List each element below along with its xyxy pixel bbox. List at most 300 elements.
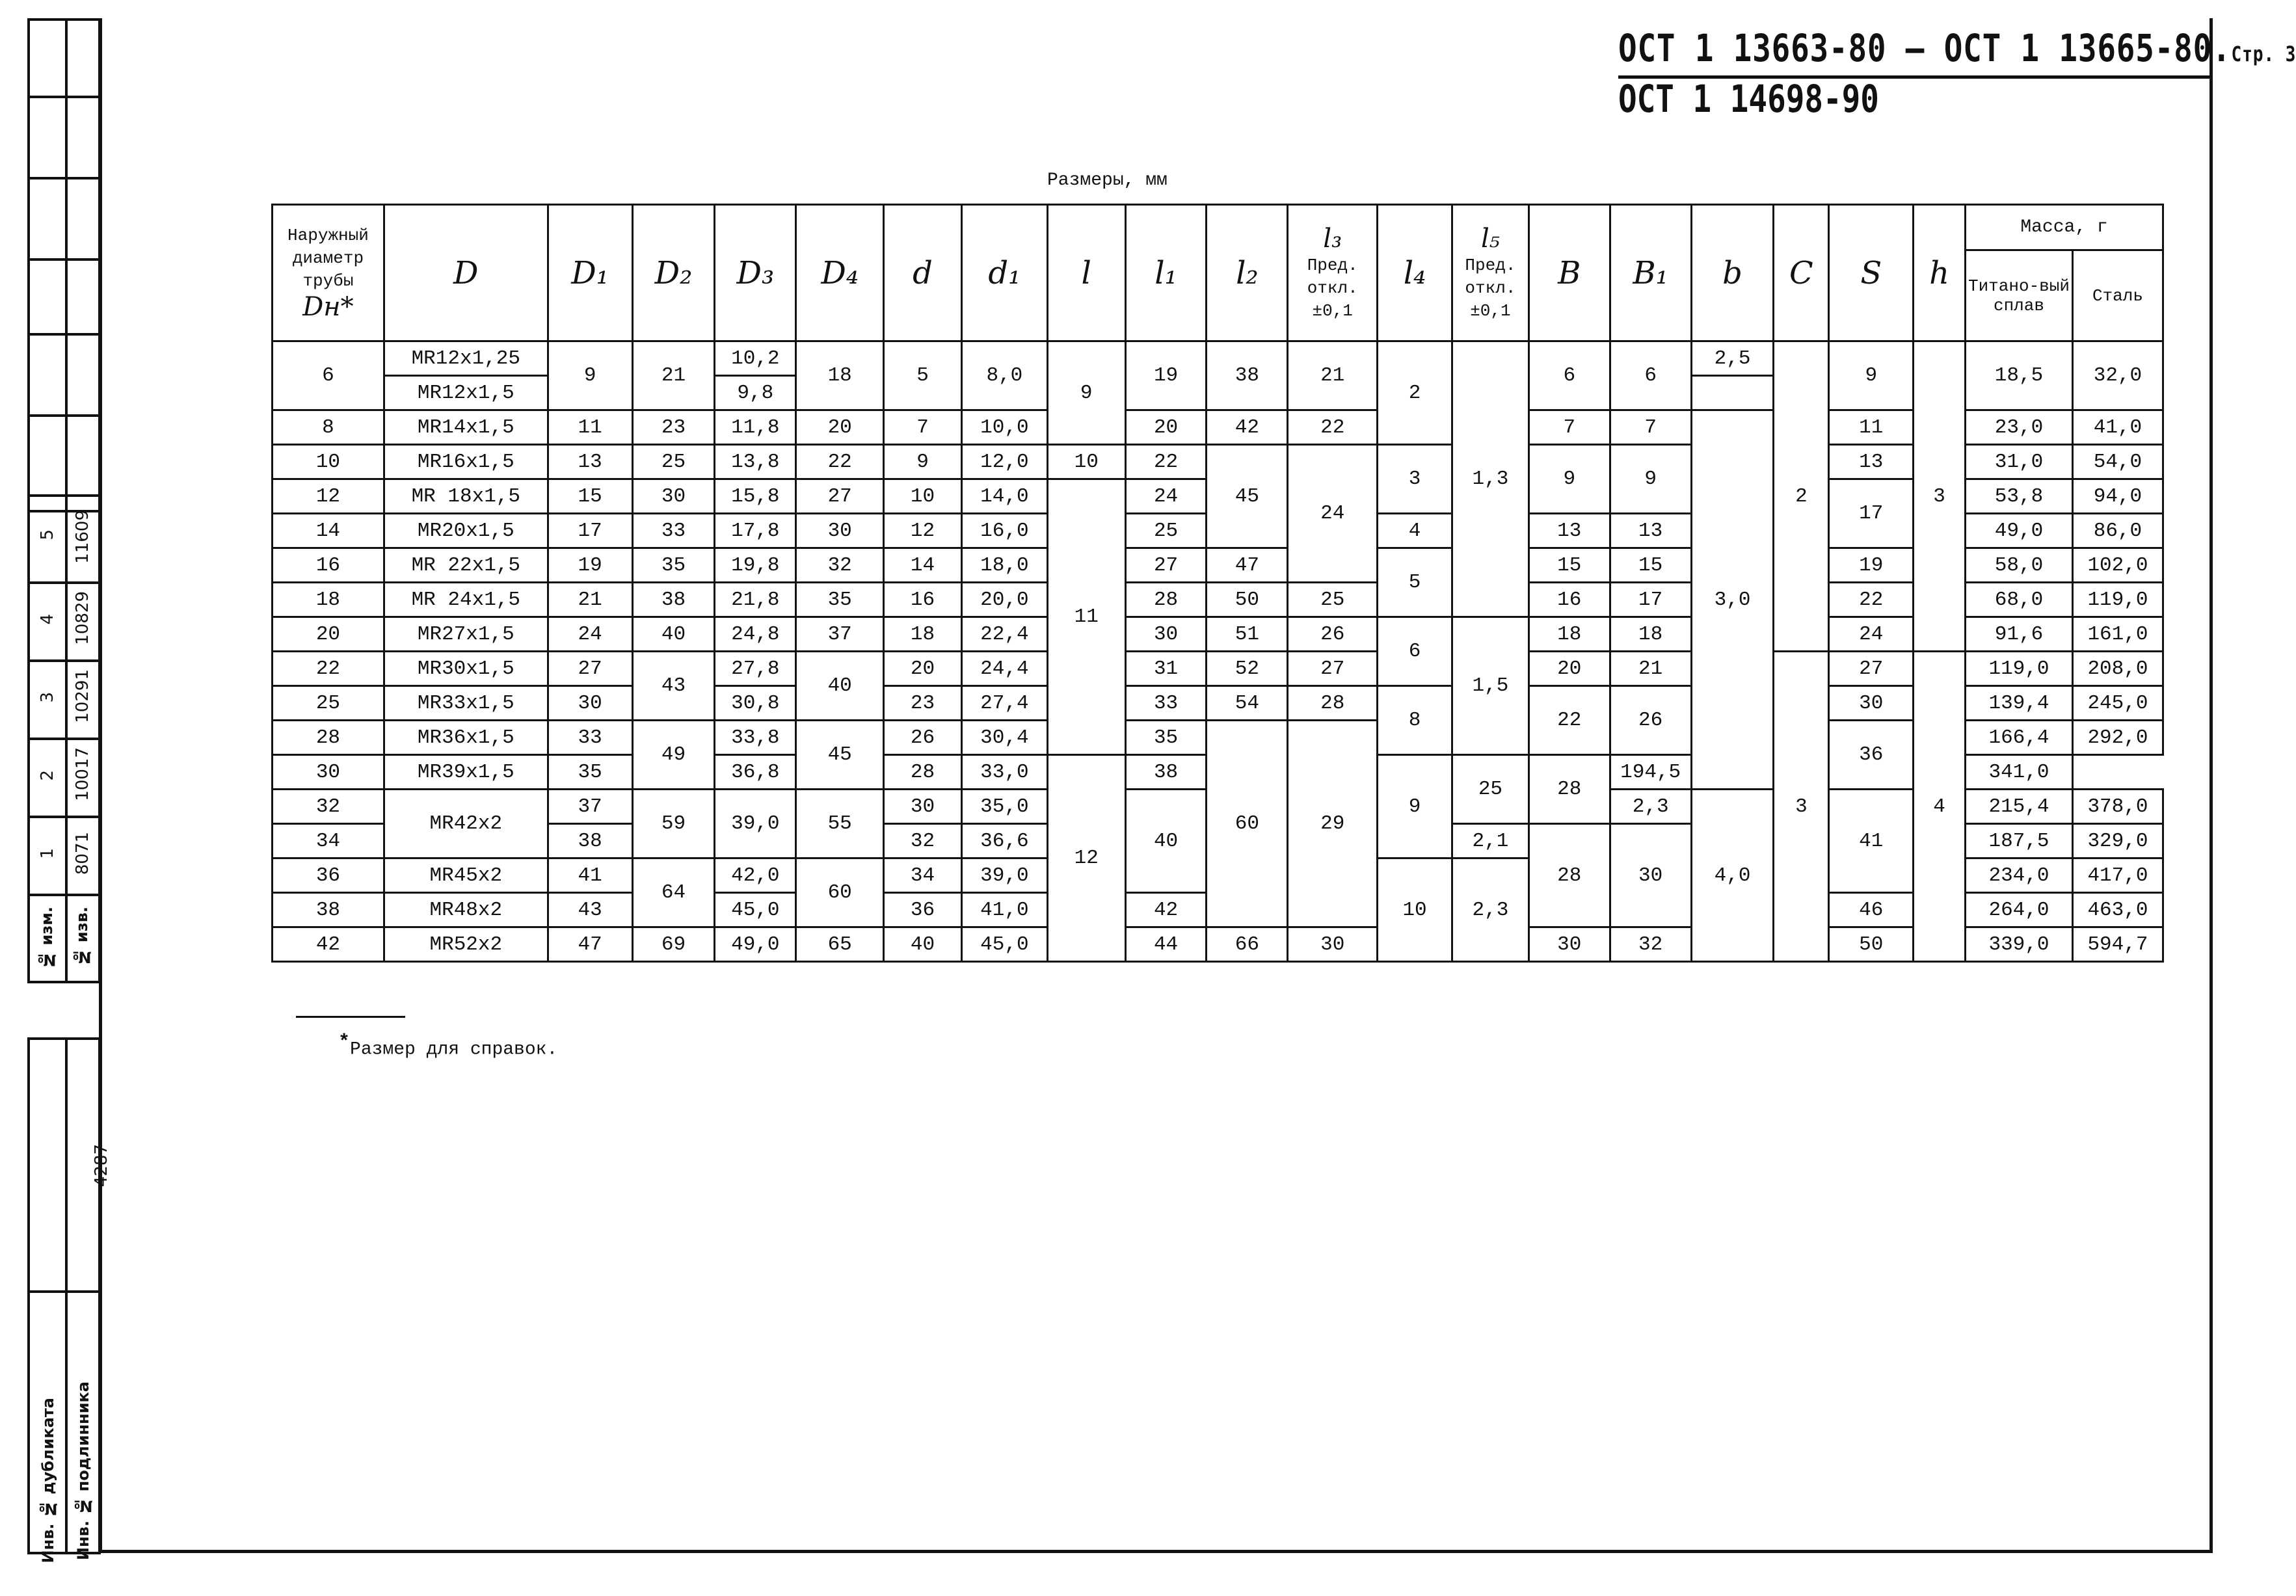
- table-cell: 10: [1378, 858, 1452, 962]
- table-cell: 13,8: [715, 445, 796, 479]
- table-cell: 42: [1207, 410, 1288, 445]
- table-cell: 53,8: [1966, 479, 2073, 514]
- table-cell: 11,8: [715, 410, 796, 445]
- table-cell: 24: [1125, 479, 1207, 514]
- table-cell: 42,0: [715, 858, 796, 893]
- table-cell: 7: [1528, 410, 1610, 445]
- table-cell: 4: [1378, 514, 1452, 548]
- table-cell: MR 18x1,5: [384, 479, 548, 514]
- table-cell: 45,0: [961, 927, 1047, 962]
- table-cell: 30: [1125, 617, 1207, 652]
- table-cell: 11: [1047, 479, 1125, 755]
- table-cell: 187,5: [1966, 824, 2073, 858]
- table-cell: 35: [1125, 721, 1207, 755]
- table-cell: 86,0: [2072, 514, 2163, 548]
- header-B: B: [1528, 205, 1610, 341]
- table-cell: 9: [884, 445, 962, 479]
- table-cell: 5: [884, 341, 962, 410]
- table-cell: 119,0: [1966, 652, 2073, 686]
- table-cell: 20,0: [961, 583, 1047, 617]
- table-cell: 51: [1207, 617, 1288, 652]
- table-cell: 30: [632, 479, 715, 514]
- table-cell: 23,0: [1966, 410, 2073, 445]
- table-cell: 18: [796, 341, 884, 410]
- header-b: b: [1691, 205, 1774, 341]
- table-cell: 245,0: [2072, 686, 2163, 721]
- table-cell: 17: [548, 514, 632, 548]
- table-cell: 25: [1452, 755, 1528, 824]
- table-cell: 139,4: [1966, 686, 2073, 721]
- table-cell: 38: [1125, 755, 1207, 790]
- header-C: C: [1774, 205, 1829, 341]
- units-label: Размеры, мм: [1047, 170, 1168, 191]
- table-cell: 26: [1288, 617, 1378, 652]
- table-row: [273, 721, 2163, 755]
- dimensions-table: [271, 204, 2164, 963]
- change-number-2: 2: [38, 770, 57, 781]
- table-cell: 208,0: [2072, 652, 2163, 686]
- table-cell: 32: [1610, 927, 1691, 962]
- table-cell: 49,0: [715, 927, 796, 962]
- table-cell: 17: [1829, 479, 1914, 548]
- inventory-original-label: Инв. № подлинника: [74, 1381, 92, 1560]
- table-cell: 35: [548, 755, 632, 790]
- table-cell: 50: [1207, 583, 1288, 617]
- table-cell: 292,0: [2072, 721, 2163, 755]
- table-cell: 21,8: [715, 583, 796, 617]
- header-D2: D₂: [632, 205, 715, 341]
- table-cell: 30: [796, 514, 884, 548]
- table-cell: 22: [1288, 410, 1378, 445]
- table-cell: 39,0: [961, 858, 1047, 893]
- header-l: l: [1047, 205, 1125, 341]
- table-cell: 2,5: [1691, 341, 1774, 376]
- footnote-mark: *: [338, 1031, 351, 1054]
- table-cell: 45,0: [715, 893, 796, 927]
- table-cell: 264,0: [1966, 893, 2073, 927]
- table-cell: 40: [796, 652, 884, 721]
- header-d: d: [884, 205, 962, 341]
- table-cell: 18: [884, 617, 962, 652]
- table-cell: 37: [796, 617, 884, 652]
- table-cell: 30: [548, 686, 632, 721]
- table-cell: 417,0: [2072, 858, 2163, 893]
- table-cell: 22: [1125, 445, 1207, 479]
- table-cell: 27,8: [715, 652, 796, 686]
- header-l5: l₅ Пред. откл. ±0,1: [1452, 205, 1528, 341]
- table-cell: 47: [1207, 548, 1288, 583]
- table-cell: 3: [1774, 652, 1829, 962]
- table-cell: 19,8: [715, 548, 796, 583]
- change-number-label: № изм.: [38, 907, 56, 969]
- footnote-text: Размер для справок.: [350, 1039, 558, 1060]
- table-cell: 41: [1829, 790, 1914, 893]
- table-cell: 32,0: [2072, 341, 2163, 410]
- table-cell: 32: [884, 824, 962, 858]
- table-cell: 166,4: [1966, 721, 2073, 755]
- table-cell: 6: [1610, 341, 1691, 410]
- table-cell: 27,4: [961, 686, 1047, 721]
- table-cell: 17,8: [715, 514, 796, 548]
- table-cell: 69: [632, 927, 715, 962]
- table-cell: 30: [884, 790, 962, 824]
- table-cell: 30,4: [961, 721, 1047, 755]
- table-cell: 38: [632, 583, 715, 617]
- table-cell: 35: [796, 583, 884, 617]
- table-cell: 18,5: [1966, 341, 2073, 410]
- table-cell: 64: [632, 858, 715, 927]
- table-cell: 41,0: [2072, 410, 2163, 445]
- table-cell: 8: [1378, 686, 1452, 755]
- table-cell: 161,0: [2072, 617, 2163, 652]
- header-D4: D₄: [796, 205, 884, 341]
- table-cell: 9: [548, 341, 632, 410]
- table-cell: 9: [1528, 445, 1610, 514]
- header-l3: l₃ Пред. откл. ±0,1: [1288, 205, 1378, 341]
- table-cell: 22: [1829, 583, 1914, 617]
- table-cell: [1691, 376, 1774, 410]
- table-cell: 2,3: [1452, 858, 1528, 962]
- table-cell: 3: [1914, 341, 1966, 652]
- table-cell: 39,0: [715, 790, 796, 858]
- table-cell: 34: [273, 824, 384, 858]
- table-cell: 28: [1528, 824, 1610, 927]
- table-cell: 3,0: [1691, 410, 1774, 790]
- table-cell: 13: [548, 445, 632, 479]
- table-cell: 41: [548, 858, 632, 893]
- table-cell: 36,8: [715, 755, 796, 790]
- table-cell: 38: [273, 893, 384, 927]
- notice-number-label: № изв.: [73, 907, 91, 966]
- table-cell: 46: [1829, 893, 1914, 927]
- table-cell: 32: [796, 548, 884, 583]
- table-cell: 5: [1378, 548, 1452, 617]
- table-cell: 22,4: [961, 617, 1047, 652]
- table-cell: 19: [1829, 548, 1914, 583]
- table-cell: 34: [884, 858, 962, 893]
- table-cell: 49,0: [1966, 514, 2073, 548]
- table-cell: 15: [548, 479, 632, 514]
- table-cell: 38: [548, 824, 632, 858]
- header-mass-titanium: Титано-вый сплав: [1966, 250, 2073, 341]
- table-cell: 40: [884, 927, 962, 962]
- table-cell: 12,0: [961, 445, 1047, 479]
- table-cell: 8,0: [961, 341, 1047, 410]
- table-cell: 16: [884, 583, 962, 617]
- table-cell: 94,0: [2072, 479, 2163, 514]
- table-cell: 12: [1047, 755, 1125, 962]
- table-cell: 25: [1125, 514, 1207, 548]
- table-cell: 31: [1125, 652, 1207, 686]
- table-cell: 49: [632, 721, 715, 790]
- table-cell: 42: [1125, 893, 1207, 927]
- table-cell: 20: [1125, 410, 1207, 445]
- header-mass: Масса, г: [1966, 205, 2163, 250]
- header-d1: d₁: [961, 205, 1047, 341]
- table-cell: 28: [1125, 583, 1207, 617]
- table-cell: 68,0: [1966, 583, 2073, 617]
- table-cell: 21: [632, 341, 715, 410]
- table-cell: 14: [884, 548, 962, 583]
- table-cell: 18: [273, 583, 384, 617]
- table-cell: 6: [273, 341, 384, 410]
- table-cell: 20: [273, 617, 384, 652]
- table-cell: 2: [1378, 341, 1452, 445]
- table-cell: 9: [1829, 341, 1914, 410]
- table-cell: 60: [796, 858, 884, 927]
- table-cell: 30: [1528, 927, 1610, 962]
- table-cell: 33: [632, 514, 715, 548]
- table-cell: 58,0: [1966, 548, 2073, 583]
- table-cell: 19: [548, 548, 632, 583]
- table-cell: 2,1: [1452, 824, 1528, 858]
- footnote: [338, 1031, 557, 1059]
- table-cell: 35: [632, 548, 715, 583]
- table-cell: 36: [1829, 721, 1914, 790]
- table-cell: 30: [1288, 927, 1378, 962]
- table-cell: 33,8: [715, 721, 796, 755]
- table-cell: 24: [548, 617, 632, 652]
- notice-number-1: 8071: [73, 832, 92, 875]
- table-cell: 28: [1288, 686, 1378, 721]
- table-cell: 10: [273, 445, 384, 479]
- table-cell: 9,8: [715, 376, 796, 410]
- table-cell: 215,4: [1966, 790, 2073, 824]
- table-cell: 36,6: [961, 824, 1047, 858]
- table-cell: 13: [1829, 445, 1914, 479]
- table-cell: 10,2: [715, 341, 796, 376]
- table-cell: 30: [273, 755, 384, 790]
- table-row: [273, 548, 2163, 583]
- table-cell: 16: [1528, 583, 1610, 617]
- table-cell: 22: [273, 652, 384, 686]
- table-cell: 15: [1528, 548, 1610, 583]
- table-cell: 45: [796, 721, 884, 790]
- table-cell: MR42x2: [384, 790, 548, 858]
- table-cell: 16: [273, 548, 384, 583]
- table-cell: 9: [1047, 341, 1125, 445]
- table-cell: 91,6: [1966, 617, 2073, 652]
- table-cell: 23: [632, 410, 715, 445]
- table-cell: MR33x1,5: [384, 686, 548, 721]
- table-cell: 21: [1288, 341, 1378, 410]
- table-cell: 31,0: [1966, 445, 2073, 479]
- table-cell: 11: [1829, 410, 1914, 445]
- table-cell: 16,0: [961, 514, 1047, 548]
- table-cell: 50: [1829, 927, 1914, 962]
- table-row: [273, 410, 2163, 445]
- revision-block: [27, 494, 101, 983]
- table-cell: 37: [548, 790, 632, 824]
- table-cell: 18: [1610, 617, 1691, 652]
- table-cell: 21: [1610, 652, 1691, 686]
- table-cell: 329,0: [2072, 824, 2163, 858]
- standard-title-line2: ОСТ 1 14698-90: [1618, 77, 1879, 121]
- table-cell: 25: [273, 686, 384, 721]
- table-cell: 19: [1125, 341, 1207, 410]
- table-cell: 17: [1610, 583, 1691, 617]
- table-cell: 341,0: [1966, 755, 2073, 790]
- table-cell: MR45x2: [384, 858, 548, 893]
- change-number-3: 3: [38, 692, 57, 703]
- table-cell: 15: [1610, 548, 1691, 583]
- table-cell: 22: [1528, 686, 1610, 755]
- table-cell: 463,0: [2072, 893, 2163, 927]
- table-cell: 9: [1378, 755, 1452, 858]
- table-cell: 59: [632, 790, 715, 858]
- table-cell: 30: [1829, 686, 1914, 721]
- table-cell: MR14x1,5: [384, 410, 548, 445]
- table-cell: MR39x1,5: [384, 755, 548, 790]
- footnote-rule: [296, 1016, 405, 1018]
- table-cell: 22: [796, 445, 884, 479]
- table-cell: 13: [1610, 514, 1691, 548]
- table-cell: MR 24x1,5: [384, 583, 548, 617]
- table-cell: 40: [632, 617, 715, 652]
- inventory-original-value: 4287: [92, 1144, 111, 1188]
- table-cell: MR12x1,5: [384, 376, 548, 410]
- table-cell: 594,7: [2072, 927, 2163, 962]
- table-cell: 65: [796, 927, 884, 962]
- table-cell: MR 22x1,5: [384, 548, 548, 583]
- table-cell: 54,0: [2072, 445, 2163, 479]
- table-cell: 119,0: [2072, 583, 2163, 617]
- table-cell: 33: [1125, 686, 1207, 721]
- header-B1: B₁: [1610, 205, 1691, 341]
- table-cell: 47: [548, 927, 632, 962]
- header-l4: l₄: [1378, 205, 1452, 341]
- table-cell: 27: [796, 479, 884, 514]
- table-row: [273, 927, 2163, 962]
- table-cell: 66: [1207, 927, 1288, 962]
- header-h: h: [1914, 205, 1966, 341]
- change-number-1: 1: [38, 848, 57, 859]
- table-cell: 10: [1047, 445, 1125, 479]
- table-cell: 26: [1610, 686, 1691, 755]
- table-cell: 10,0: [961, 410, 1047, 445]
- table-cell: 25: [1288, 583, 1378, 617]
- header-mass-steel: Сталь: [2072, 250, 2163, 341]
- table-cell: 1,3: [1452, 341, 1528, 617]
- table-cell: 13: [1528, 514, 1610, 548]
- table-cell: 24,8: [715, 617, 796, 652]
- table-cell: 25: [632, 445, 715, 479]
- table-cell: 33,0: [961, 755, 1047, 790]
- table-cell: 18,0: [961, 548, 1047, 583]
- table-cell: MR27x1,5: [384, 617, 548, 652]
- table-cell: 14: [273, 514, 384, 548]
- table-cell: 27: [1125, 548, 1207, 583]
- table-cell: 43: [548, 893, 632, 927]
- inventory-duplicate-label: Инв. № дубликата: [39, 1398, 57, 1563]
- table-cell: MR48x2: [384, 893, 548, 927]
- table-cell: 18: [1528, 617, 1610, 652]
- table-cell: 339,0: [1966, 927, 2073, 962]
- table-cell: 26: [884, 721, 962, 755]
- table-row: [273, 617, 2163, 652]
- table-cell: 20: [796, 410, 884, 445]
- table-cell: 24,4: [961, 652, 1047, 686]
- table-cell: MR12x1,25: [384, 341, 548, 376]
- table-cell: 36: [884, 893, 962, 927]
- table-cell: 1,5: [1452, 617, 1528, 755]
- table-cell: 194,5: [1610, 755, 1691, 790]
- table-cell: 11: [548, 410, 632, 445]
- table-row: [273, 445, 2163, 479]
- table-cell: 38: [1207, 341, 1288, 410]
- table-cell: MR16x1,5: [384, 445, 548, 479]
- table-cell: 23: [884, 686, 962, 721]
- table-cell: 3: [1378, 445, 1452, 514]
- table-cell: 28: [884, 755, 962, 790]
- header-D1: D₁: [548, 205, 632, 341]
- change-number-5: 5: [38, 529, 57, 540]
- notice-number-3: 10291: [73, 669, 92, 723]
- table-cell: 36: [273, 858, 384, 893]
- table-cell: 44: [1125, 927, 1207, 962]
- table-cell: 45: [1207, 445, 1288, 548]
- table-cell: 20: [1528, 652, 1610, 686]
- table-cell: 60: [1207, 721, 1288, 927]
- table-cell: 30: [1610, 824, 1691, 927]
- table-cell: 15,8: [715, 479, 796, 514]
- table-row: [273, 686, 2163, 721]
- table-cell: 21: [548, 583, 632, 617]
- page-label: Стр. 3: [2231, 42, 2296, 66]
- notice-number-5: 11609: [73, 510, 92, 564]
- standard-numbers: ОСТ 1 13663-80 – ОСТ 1 13665-80.: [1618, 26, 2232, 70]
- table-cell: 20: [884, 652, 962, 686]
- table-cell: 42: [273, 927, 384, 962]
- table-cell: 14,0: [961, 479, 1047, 514]
- table-cell: 55: [796, 790, 884, 858]
- table-cell: 4: [1914, 652, 1966, 962]
- table-cell: 4,0: [1691, 790, 1774, 962]
- table-cell: 9: [1610, 445, 1691, 514]
- table-cell: 2: [1774, 341, 1829, 652]
- table-cell: 52: [1207, 652, 1288, 686]
- table-cell: 12: [273, 479, 384, 514]
- table-cell: 32: [273, 790, 384, 824]
- table-cell: 41,0: [961, 893, 1047, 927]
- table-cell: MR36x1,5: [384, 721, 548, 755]
- table-cell: 33: [548, 721, 632, 755]
- change-number-4: 4: [38, 614, 57, 625]
- header-l2: l₂: [1207, 205, 1288, 341]
- table-row: [273, 652, 2163, 686]
- header-outer-diameter: Наружный диаметр трубы Dн*: [273, 205, 384, 341]
- table-cell: 2,3: [1610, 790, 1691, 824]
- table-cell: 6: [1528, 341, 1610, 410]
- table-cell: 7: [884, 410, 962, 445]
- table-cell: 24: [1829, 617, 1914, 652]
- table-cell: 40: [1125, 790, 1207, 893]
- table-cell: 43: [632, 652, 715, 721]
- notice-number-2: 10017: [73, 747, 92, 801]
- table-cell: 8: [273, 410, 384, 445]
- table-cell: MR52x2: [384, 927, 548, 962]
- table-cell: 29: [1288, 721, 1378, 927]
- table-cell: 378,0: [2072, 790, 2163, 824]
- header-D: D: [384, 205, 548, 341]
- header-l1: l₁: [1125, 205, 1207, 341]
- table-cell: 54: [1207, 686, 1288, 721]
- table-cell: 6: [1378, 617, 1452, 686]
- table-cell: 30,8: [715, 686, 796, 721]
- table-cell: 35,0: [961, 790, 1047, 824]
- table-cell: 7: [1610, 410, 1691, 445]
- table-cell: 27: [548, 652, 632, 686]
